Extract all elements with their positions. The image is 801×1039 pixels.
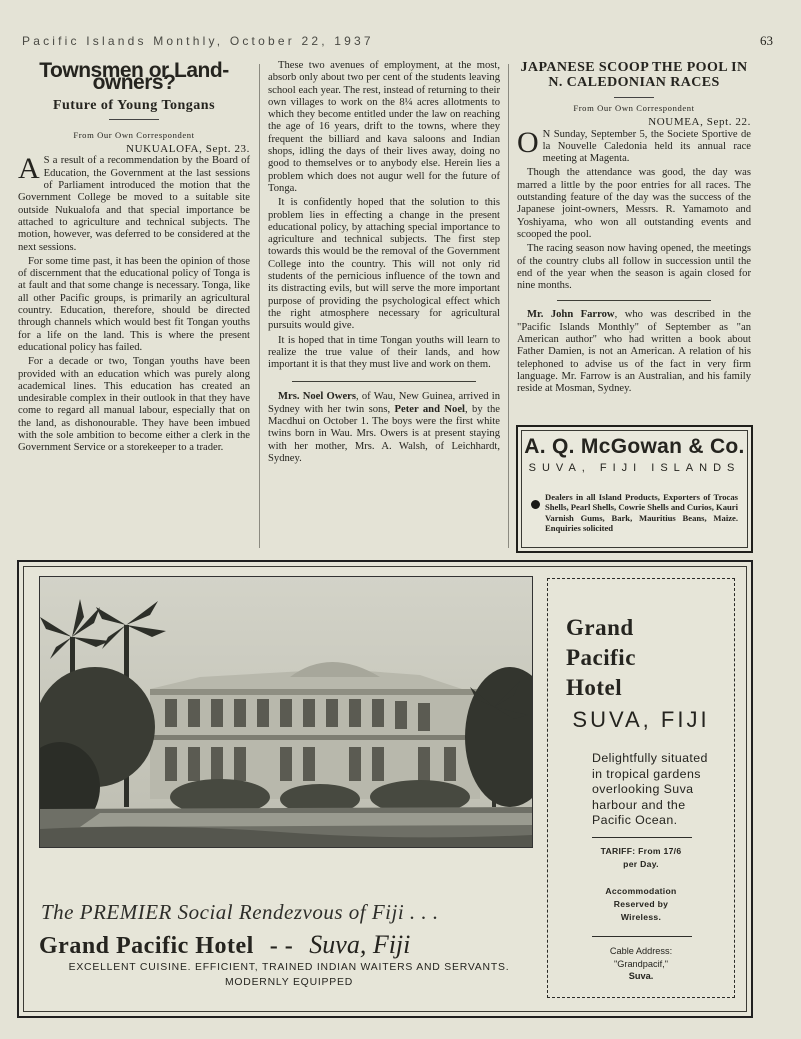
news-brief-farrow: Mr. John Farrow, who was described in the "Pacific Islands Monthly" of September as "an American author" who had written a book about Father Damien, is not an American. A relation of his telephoned to advise us of the fact in very firm language. Mr. Farrow is an Australian, and his family reside at Mosman, Sydney. xyxy=(517,309,751,395)
paragraph: A S a result of a recommendation by the Board of Education, the Government at the last sessions of Parliament introduced the motion that the Government College be moved to a suitable site outside Nukualofa and that special importance be attached to agriculture and technical subjects. The motion, however, was deferred to be considered at the next sessions. xyxy=(18,152,250,253)
divider xyxy=(292,381,476,382)
services-line-2: MODERNLY EQUIPPED xyxy=(224,977,354,988)
services-line-1: EXCELLENT CUISINE. EFFICIENT, TRAINED INDIAN WAITERS AND SERVANTS. xyxy=(68,962,510,973)
advert-description: Dealers in all Island Products, Exporters of Trocas Shells, Pearl Shells, Cowrie Shells and Curios, Kauri Varnish Gums, Bark, Mauritius Beans, Maize. Enquiries solicited xyxy=(545,492,738,533)
column-divider xyxy=(259,64,260,548)
hotel-info-panel xyxy=(547,578,735,998)
article-headline: Townsmen or Land-owners? xyxy=(39,59,229,95)
article-headline: JAPANESE SCOOP THE POOL IN N. CALEDONIAN RACES xyxy=(520,60,748,90)
paragraph: For a decade or two, Tongan youths have been provided with an education which was purely along academical lines. This education has created an undesirable complex in their outlook in that they have come to regard all manual labour, especially that on the land, as dishonourable. They have been imbued with the sole ambition to become either a clerk in the Government Service or a storekeeper to a trader. xyxy=(18,356,250,454)
panel-title-line: Grand xyxy=(566,615,634,640)
drop-cap: O xyxy=(517,125,539,159)
panel-location: SUVA, FIJI xyxy=(572,707,710,732)
dateline: NOUMEA, Sept. 22. xyxy=(648,116,751,129)
panel-description: Delightfully situated in tropical gardens overlooking Suva harbour and the Pacific Ocean. xyxy=(592,751,708,827)
news-brief-owers: Mrs. Noel Owers, of Wau, New Guinea, arrived in Sydney with her twin sons, Peter and Noel, by the Macdhui on October 1. The boys were the first white twins born in Wau. Mrs. Owers is at present staying with her mother, Mrs. A. Walsh, of Leichhardt, Sydney. xyxy=(268,391,501,464)
divider xyxy=(592,837,692,838)
dateline: NUKUALOFA, Sept. 23. xyxy=(126,143,250,156)
divider xyxy=(592,936,692,937)
hotel-name: Grand Pacific Hotel xyxy=(39,933,254,959)
page-number: 63 xyxy=(760,33,773,48)
paragraph: The racing season now having opened, the meetings of the country clubs all follow in succession until the end of the year when the season is again closed for nine months. xyxy=(517,243,751,292)
article-tongans-col1 xyxy=(18,60,250,457)
running-header: Pacific Islands Monthly, October 22, 1937 xyxy=(22,34,374,48)
hotel-photo xyxy=(39,576,533,848)
hotel-place: Suva, Fiji xyxy=(309,930,411,959)
panel-title xyxy=(566,613,636,703)
bullet-icon xyxy=(531,500,540,509)
panel-tariff: TARIFF: From 17/6 per Day. xyxy=(600,846,682,869)
paragraph: O N Sunday, September 5, the Societe Sportive de la Nouvelle Caledonia held its annual race meeting at Magenta. xyxy=(517,125,751,165)
panel-accommodation: Accommodation Reserved by Wireless. xyxy=(605,886,677,922)
hotel-advert xyxy=(17,560,753,1018)
column-divider xyxy=(508,64,509,548)
divider xyxy=(109,119,159,120)
article-tongans-col2 xyxy=(268,60,500,467)
advert-tagline: The PREMIER Social Rendezvous of Fiji . . . xyxy=(41,900,439,924)
hotel-services xyxy=(39,960,539,990)
divider xyxy=(557,300,711,301)
panel-title-line: Hotel xyxy=(566,675,623,700)
paragraph: It is hoped that in time Tongan youths will learn to realize the true value of their lands, and how important it is that they must live and work on them. xyxy=(268,334,500,371)
paragraph: These two avenues of employment, at the most, absorb only about two per cent of the students leaving school each year. The rest, instead of returning to their own villages to work on the 8¼ acres allotments to which they become entitled under the law on reaching the age of 16 years, drift to the towns, where they frequent the billiard and kava saloons and Indian shops, idling the days of their lives away, doing no good to themselves or to anybody else. Herein lies a problem which does not augur well for the future of Tonga. xyxy=(268,60,500,194)
paragraph: Though the attendance was good, the day was marred a little by the poor entries for all races. The outstanding feature of the day was the success of the Japanese joint-owners, Messrs. R. Yamamoto and Yoshiyama, who won all outstanding events and scooped the pool. xyxy=(517,167,751,240)
divider xyxy=(614,97,654,98)
drop-cap: A xyxy=(18,152,40,186)
panel-cable-address: Cable Address: "Grandpacif," Suva. xyxy=(609,946,673,981)
dash-separator: - - xyxy=(269,933,294,959)
paragraph: It is confidently hoped that the solution to this problem lies in effecting a change in the present educational policy, by attaching special importance to agriculture and technical subjects. The first step towards this would be the removal of the Government College into the country. This will not only rid students of the pernicious influence of the town and its distracting evils, but will serve the more important purpose of providing the psychological effect which the right atmosphere necessary for agricultural pursuits would give. xyxy=(268,197,500,332)
article-subheadline: Future of Young Tongans xyxy=(52,97,216,113)
hotel-photo-illustration xyxy=(40,577,532,847)
correspondent-credit: From Our Own Correspondent xyxy=(573,103,695,113)
hotel-name-line xyxy=(39,930,539,960)
advert-company-name: A. Q. McGowan & Co. xyxy=(524,435,745,458)
article-races xyxy=(517,60,751,398)
correspondent-credit: From Our Own Correspondent xyxy=(73,129,195,140)
paragraph: For some time past, it has been the opinion of those of discernment that the educational policy of Tonga is at fault and that some change is necessary. Tonga, like all other Pacific groups, is primarily an agricultural country. Education, therefore, should be directed through channels which would best fit Tongan youths for a life on the land. This is where the present educational policy has failed. xyxy=(18,255,250,353)
advert-location: SUVA, FIJI ISLANDS xyxy=(528,462,741,474)
mcgowan-advert xyxy=(516,425,753,553)
panel-title-line: Pacific xyxy=(566,645,636,670)
